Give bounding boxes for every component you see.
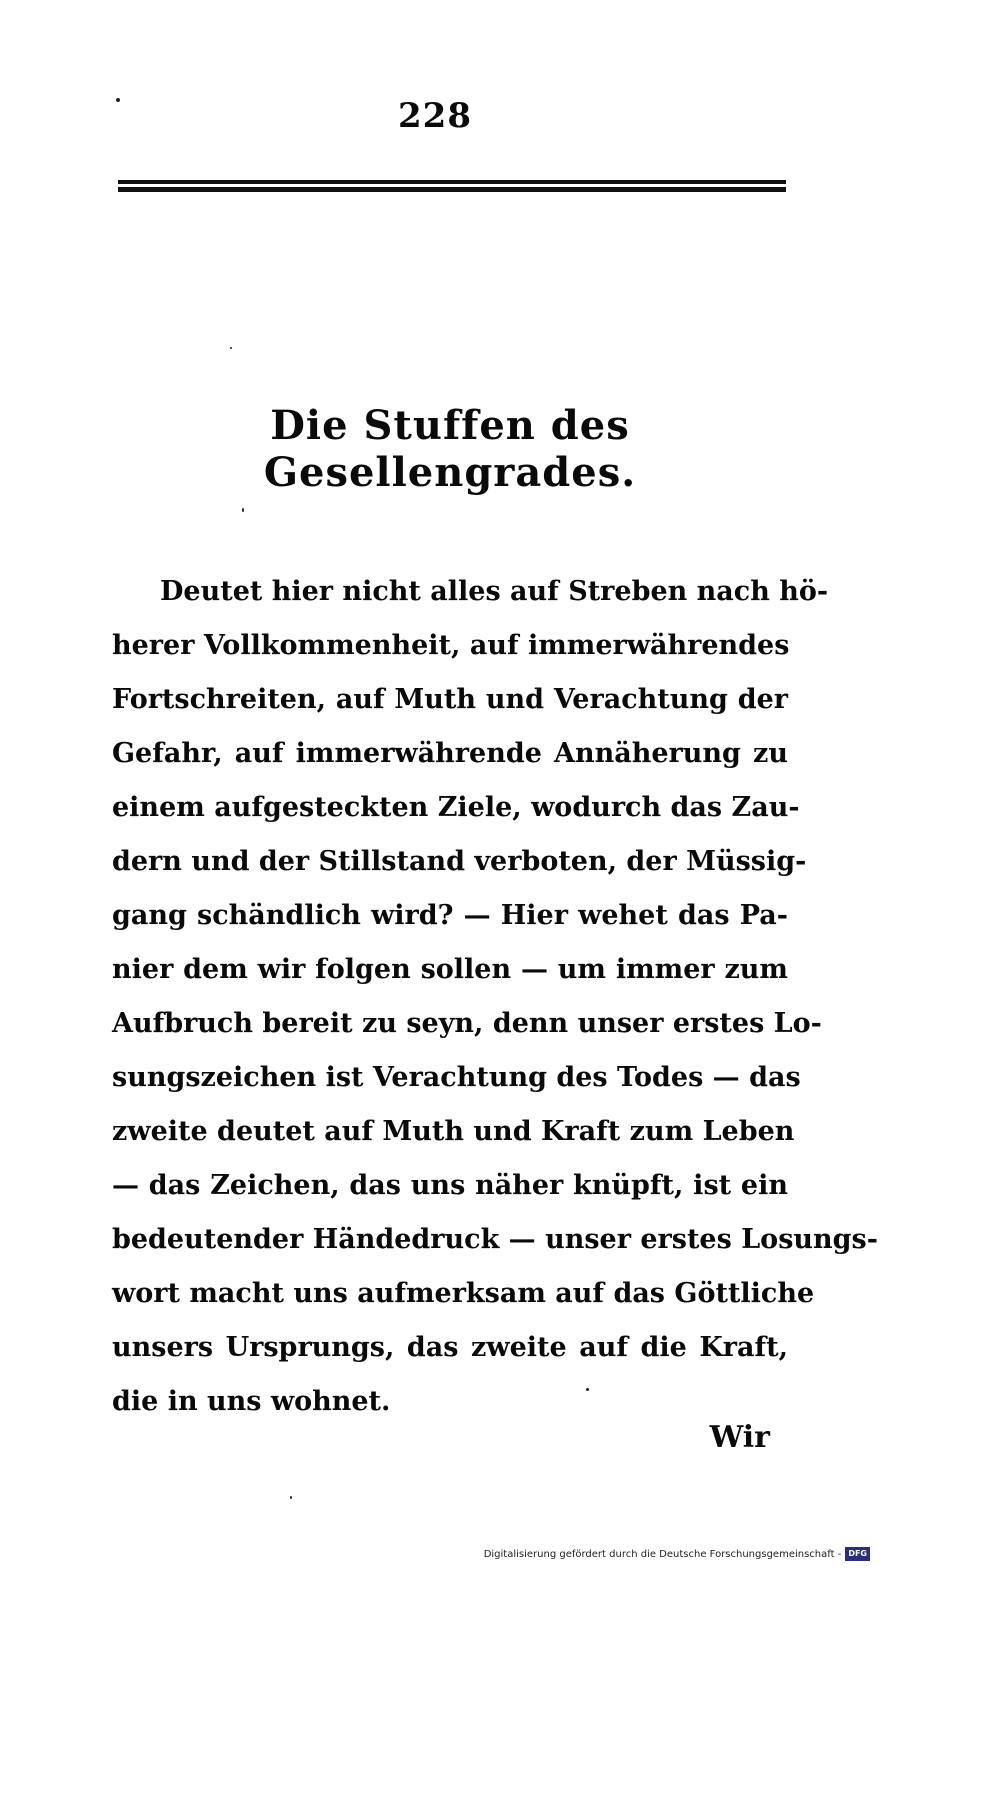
paper-speck — [242, 508, 244, 512]
text-line: einem aufgesteckten Ziele, wodurch das Zau- — [112, 792, 800, 823]
text-line: sungszeichen ist Verachtung des Todes — das — [112, 1062, 801, 1093]
text-line: dern und der Stillstand verboten, der Müssig- — [112, 846, 807, 877]
text-line: herer Vollkommenheit, auf immerwährendes — [112, 630, 790, 661]
paper-speck — [586, 1388, 589, 1391]
dfg-logo-icon: DFG — [845, 1547, 870, 1561]
text-line: unsers Ursprungs, das zweite auf die Kraft, — [112, 1332, 788, 1363]
paper-speck — [230, 347, 232, 349]
header-rule-thick-line — [118, 187, 786, 192]
text-line: Deutet hier nicht alles auf Streben nach hö- — [160, 576, 829, 607]
page-number: 228 — [398, 96, 472, 136]
section-heading: Die Stuffen des Gesellengrades. — [263, 402, 637, 496]
text-line: gang schändlich wird? — Hier wehet das Pa- — [112, 900, 788, 931]
text-line: — das Zeichen, das uns näher knüpft, ist ein — [112, 1170, 788, 1201]
header-rule-thin-line — [118, 180, 786, 184]
paper-speck — [116, 98, 120, 102]
text-line: zweite deutet auf Muth und Kraft zum Leben — [112, 1116, 795, 1147]
paper-speck — [290, 1496, 292, 1499]
text-line: Gefahr, auf immerwährende Annäherung zu — [112, 738, 788, 769]
text-line: die in uns wohnet. — [112, 1386, 391, 1417]
digitization-credit-text: Digitalisierung gefördert durch die Deutsche Forschungsgemeinschaft - — [483, 1548, 842, 1560]
text-line: bedeutender Händedruck — unser erstes Losungs- — [112, 1224, 878, 1255]
text-line: Aufbruch bereit zu seyn, denn unser erstes Lo- — [112, 1008, 822, 1039]
header-rule — [118, 180, 786, 194]
text-line: nier dem wir folgen sollen — um immer zum — [112, 954, 788, 985]
digitization-credit — [484, 1544, 870, 1564]
catchword: Wir — [709, 1420, 770, 1455]
body-paragraph — [112, 565, 878, 1429]
text-line: wort macht uns aufmerksam auf das Göttliche — [112, 1278, 815, 1309]
text-line: Fortschreiten, auf Muth und Verachtung der — [112, 684, 788, 715]
